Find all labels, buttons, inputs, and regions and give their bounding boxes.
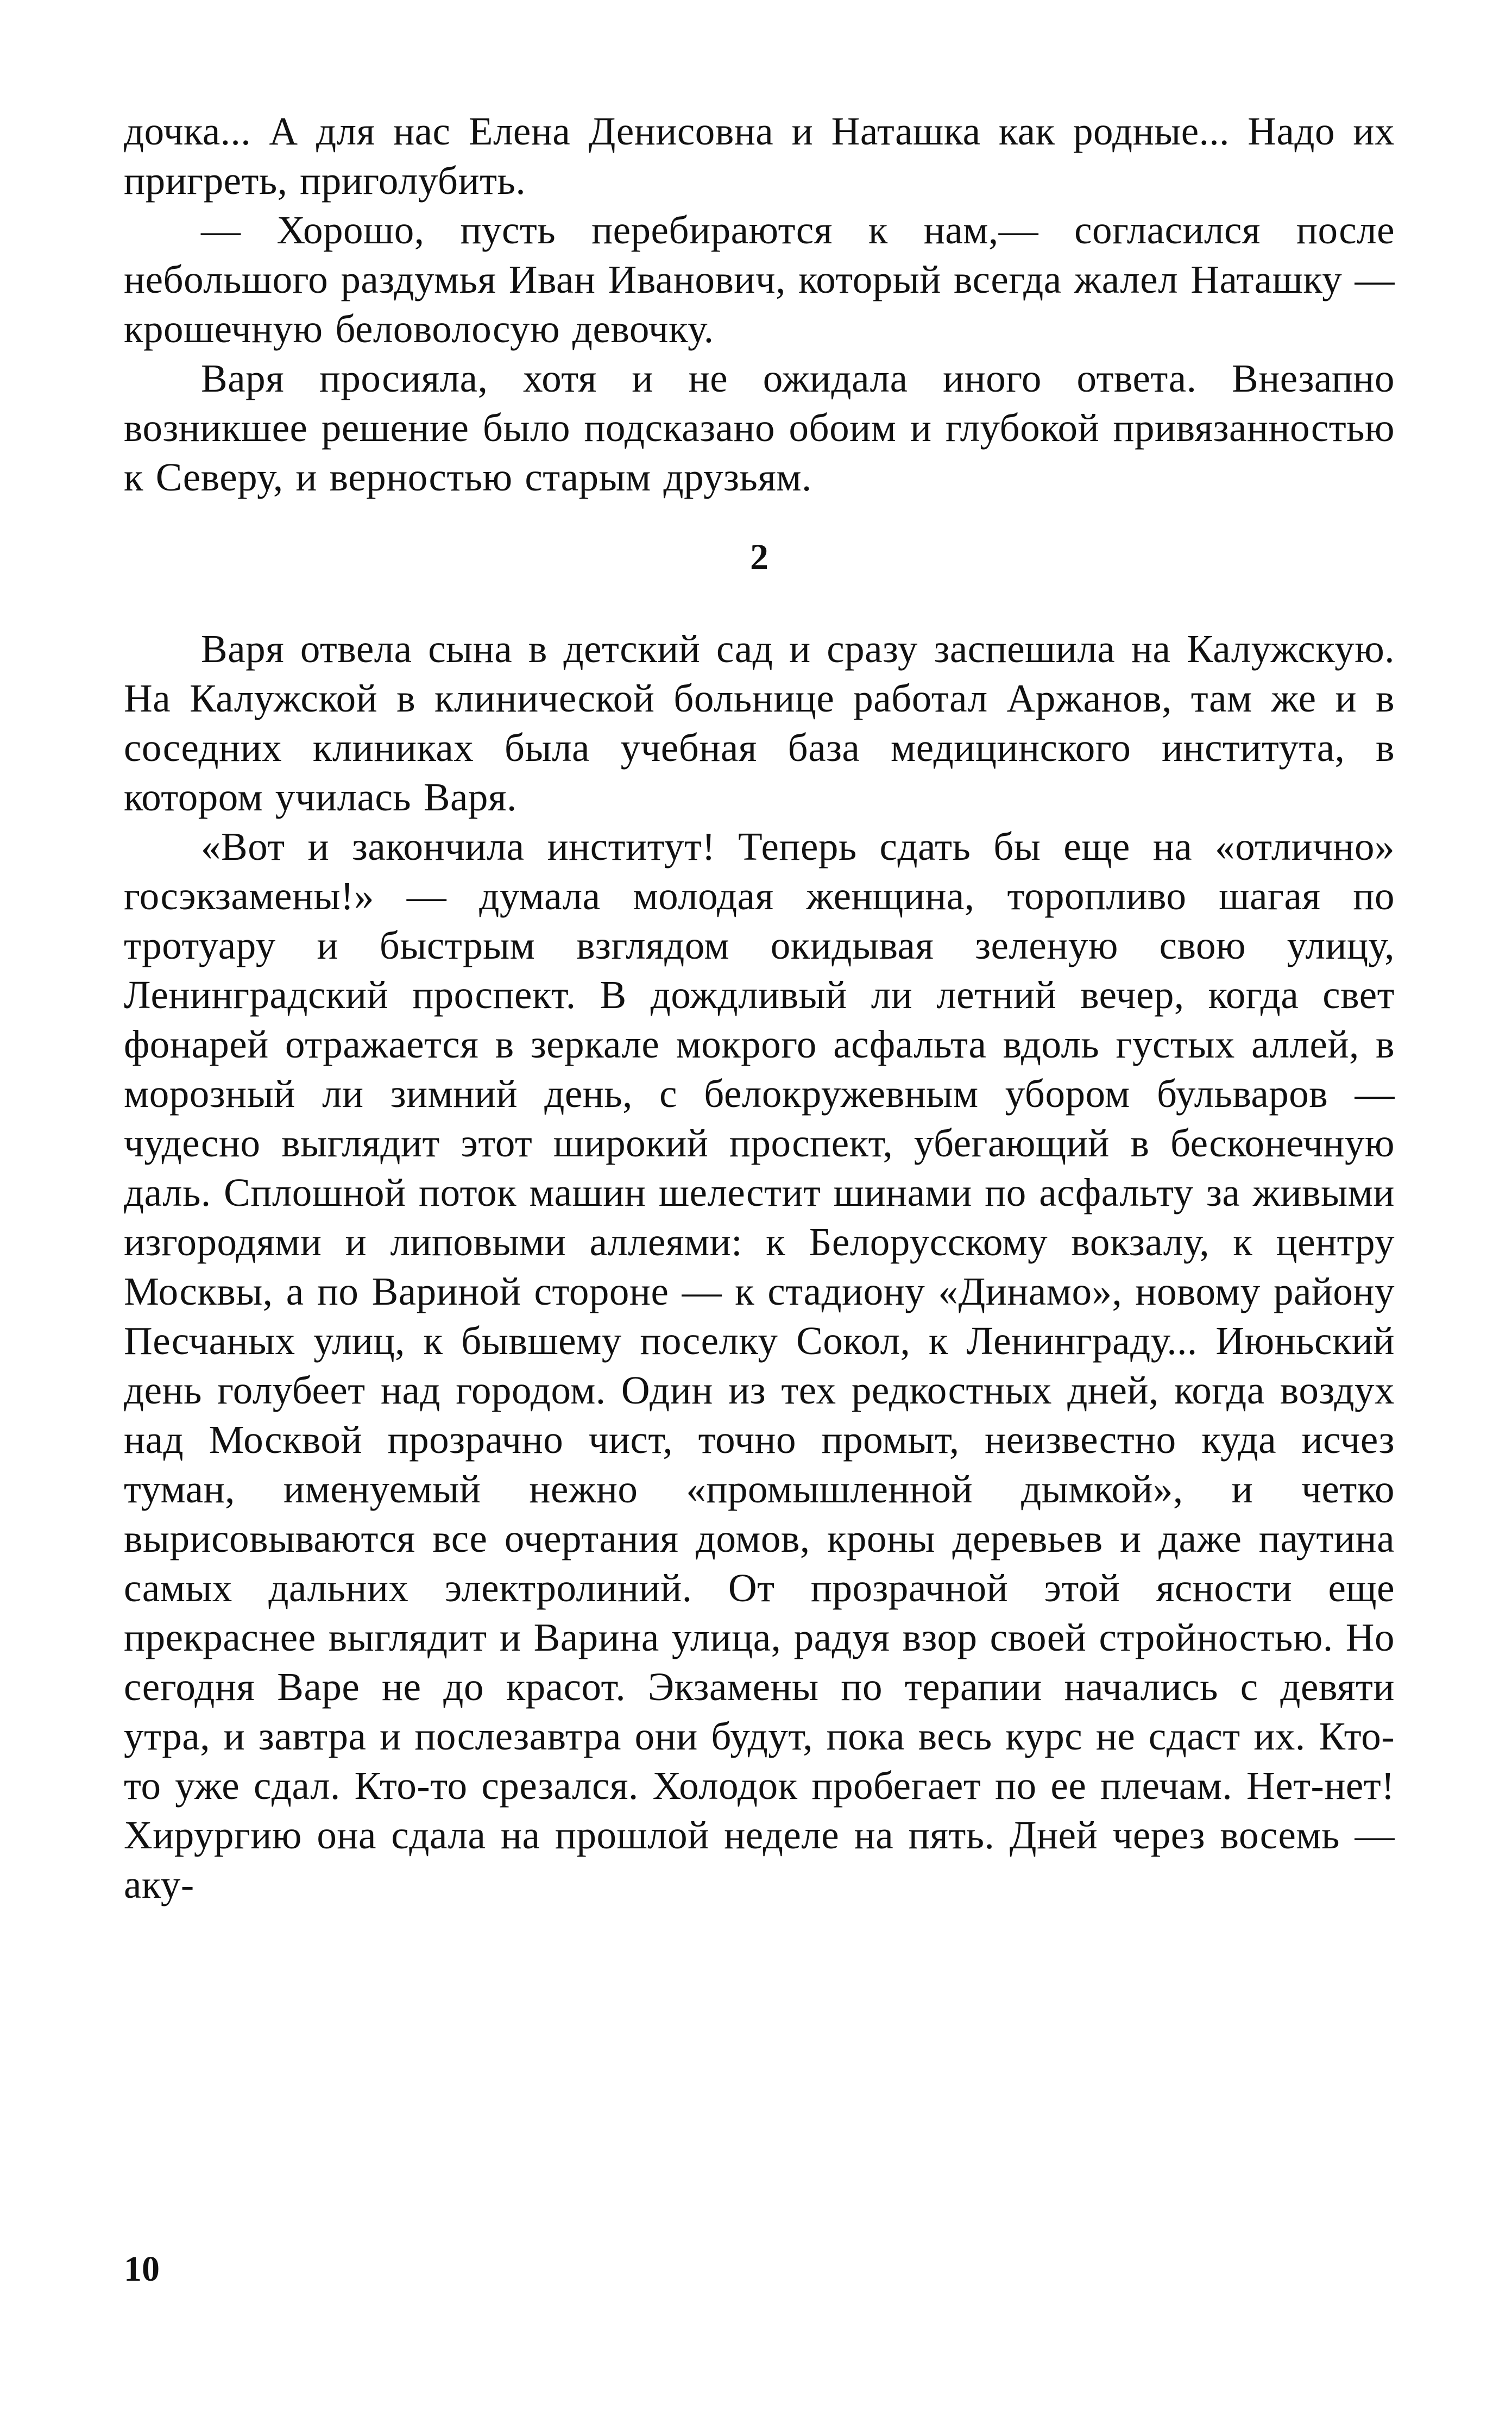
section-number: 2 [750, 536, 768, 577]
paragraph-varya-beamed: Варя просияла, хотя и не ожидала иного ответа. Внезапно возникшее решение было подсказано обоим и глубокой привязанностью к Северу, и верностью старым друзьям. [124, 356, 1395, 499]
paragraph-leningradsky-prospekt: «Вот и закончила институт! Теперь сдать бы еще на «отлично» госэкзамены!» — думала молодая женщина, торопливо шагая по тротуару и быстрым взглядом окидывая зеленую свою улицу, Ленинградский проспект. В дождливый ли летний вечер, когда свет фонарей отражается в зеркале мокрого асфальта вдоль густых аллей, в морозный ли зимний день, с белокружевным убором бульваров — чудесно выглядит этот широкий проспект, убегающий в бесконечную даль. Сплошной поток машин шелестит шинами по асфальту за живыми изгородями и липовыми аллеями: к Белорусскому вокзалу, к центру Москвы, а по Вариной стороне — к стадиону «Динамо», новому району Песчаных улиц, к бывшему поселку Сокол, к Ленинграду... Июньский день голубеет над городом. Один из тех редкостных дней, когда воздух над Москвой прозрачно чист, точно промыт, неизвестно куда исчез туман, именуемый нежно «промышленной дымкой», и четко вырисовываются все очертания домов, кроны деревьев и даже паутина самых дальних электролиний. От прозрачной этой ясности еще прекраснее выглядит и Варина улица, радуя взор своей стройностью. Но сегодня Варе не до красот. Экзамены по терапии начались с девяти утра, и завтра и послезавтра они будут, пока весь курс не сдаст их. Кто-то уже сдал. Кто-то срезался. Холодок пробегает по ее плечам. Нет-нет! Хирургию она сдала на прошлой неделе на пять. Дней через восемь — аку- [124, 825, 1395, 1906]
page-number: 10 [124, 2249, 160, 2289]
paragraph-continuation: дочка... А для нас Елена Денисовна и Наташка как родные... Надо их пригреть, приголубить. [124, 109, 1395, 203]
paragraph-dialogue: — Хорошо, пусть перебираются к нам,— согласился после небольшого раздумья Иван Иванович, который всегда жалел Наташку — крошечную беловолосую девочку. [124, 208, 1395, 351]
book-page [124, 106, 1395, 1909]
paragraph-kaluzhskaya: Варя отвела сына в детский сад и сразу заспешила на Калужскую. На Калужской в клинической больнице работал Аржанов, там же и в соседних клиниках была учебная база медицинского института, в котором училась Варя. [124, 627, 1395, 819]
